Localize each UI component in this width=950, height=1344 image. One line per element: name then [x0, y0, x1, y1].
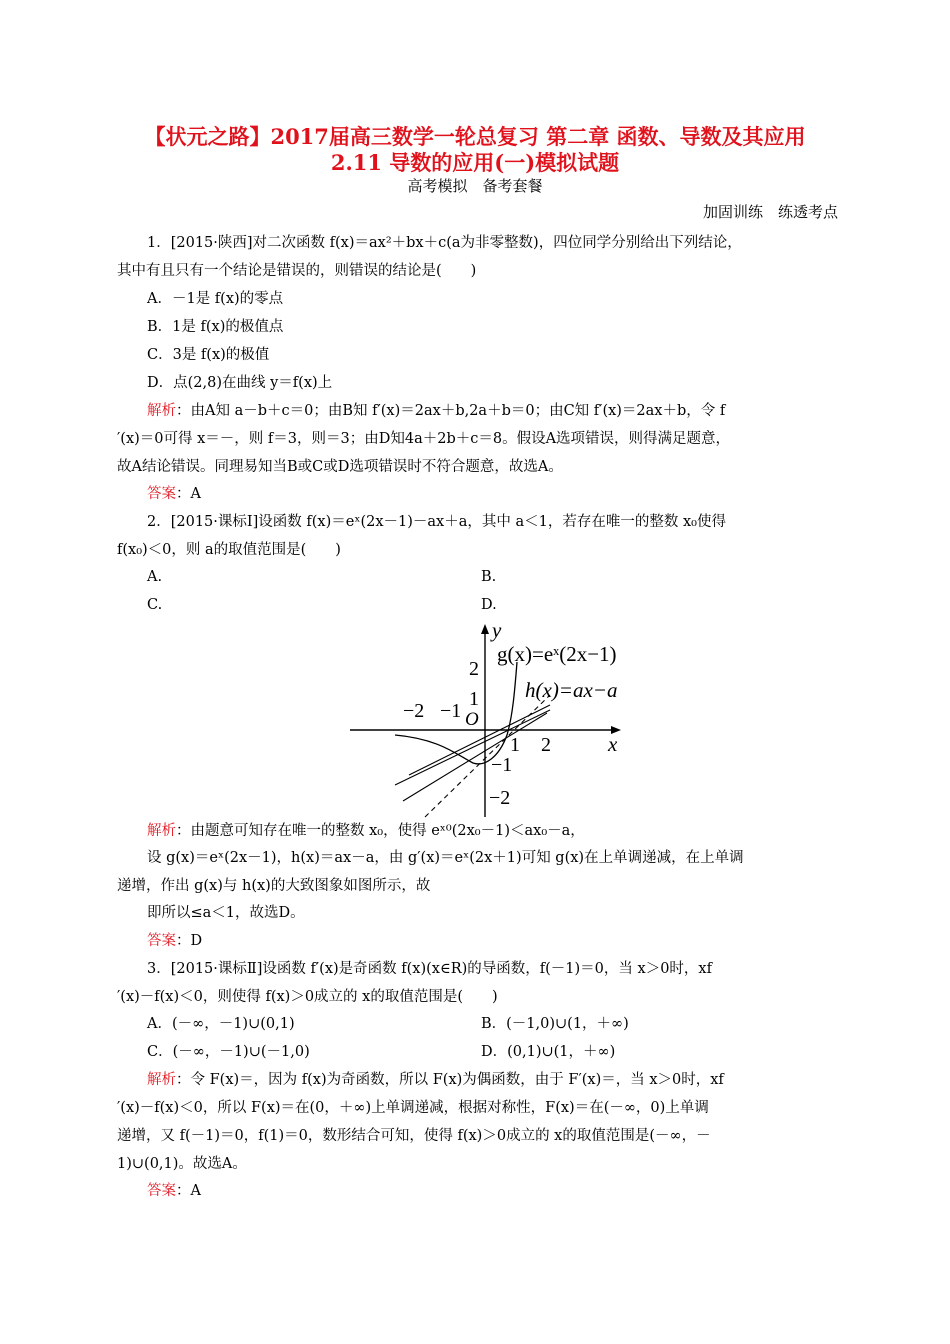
q2-option-c: C. — [147, 597, 163, 613]
solution-label: 解析 — [147, 823, 176, 839]
q1-stem-line2: 其中有且只有一个结论是错误的，则错误的结论是( ) — [117, 263, 477, 279]
q3-answer: 答案：A — [147, 1183, 201, 1199]
q3-stem-line2: ′(x)－f(x)＜0，则使得 f(x)＞0成立的 x的取值范围是( ) — [117, 989, 498, 1005]
x-axis-label: x — [608, 732, 618, 756]
answer-label: 答案 — [147, 486, 176, 502]
solution-label: 解析 — [147, 1072, 176, 1088]
tick-x-neg2: −2 — [403, 700, 425, 722]
q2-stem-line1: 2．[2015·课标Ⅰ]设函数 f(x)＝eˣ(2x－1)－ax＋a，其中 a＜1，若存在唯一的整数 x₀使得 — [147, 514, 726, 530]
g-label: g(x)=eˣ(2x−1) — [497, 642, 617, 666]
document-title-line1: 【状元之路】2017届高三数学一轮总复习 第二章 函数、导数及其应用 — [144, 124, 806, 149]
q3-solution-line2: ′(x)－f(x)＜0，所以 F(x)＝在(0，＋∞)上单调递减，根据对称性，F(x)＝在(－∞，0)上单调 — [117, 1100, 709, 1116]
q2-option-d: D. — [481, 597, 497, 613]
q2-solution-line3: 递增，作出 g(x)与 h(x)的大致图象如图所示，故 — [117, 878, 431, 894]
q3-solution-line3: 递增，又 f(－1)＝0，f(1)＝0，数形结合可知，使得 f(x)＞0成立的 x的取值范围是(－∞，－ — [117, 1128, 711, 1144]
section-label: 加固训练 练透考点 — [702, 203, 838, 221]
q2-solution-line1: 解析：由题意可知存在唯一的整数 x₀，使得 eˣ⁰(2x₀－1)＜ax₀－a， — [147, 823, 585, 839]
answer-label: 答案 — [147, 933, 176, 949]
tick-y-neg1: −1 — [491, 754, 513, 776]
q2-option-b: B. — [481, 569, 497, 585]
q3-solution-line1: 解析：令 F(x)＝，因为 f(x)为奇函数，所以 F(x)为偶函数，由于 F′(x)＝，当 x＞0时，xf — [147, 1072, 724, 1088]
q1-solution-line2: ′(x)＝0可得 x＝－，则 f＝3，则＝3；由D知4a＋2b＋c＝8。假设A选项错误，则得满足题意， — [117, 431, 731, 447]
document-title-line2: 2.11 导数的应用(一)模拟试题 — [330, 150, 620, 175]
q1-stem-line1: 1．[2015·陕西]对二次函数 f(x)＝ax²＋bx＋c(a为非零整数)，四位同学分别给出下列结论， — [147, 235, 742, 251]
y-axis-arrow — [481, 624, 489, 634]
document-subtitle: 高考模拟 备考套餐 — [407, 177, 543, 195]
q3-solution-line4: 1)∪(0,1)。故选A。 — [117, 1156, 247, 1172]
q1-option-b: B．1是 f(x)的极值点 — [147, 319, 284, 335]
q3-stem-line1: 3．[2015·课标Ⅱ]设函数 f′(x)是奇函数 f(x)(x∈R)的导函数，f(－1)＝0，当 x＞0时，xf — [147, 961, 712, 977]
y-axis-label: y — [492, 618, 502, 642]
q1-solution-line1: 解析：由A知 a－b＋c＝0；由B知 f′(x)＝2ax＋b,2a＋b＝0；由C知 f′(x)＝2ax＋b，令 f — [147, 403, 726, 419]
q3-option-a: A．(－∞，－1)∪(0,1) — [147, 1016, 295, 1032]
tick-y-1: 1 — [469, 688, 479, 710]
q2-answer: 答案：D — [147, 933, 203, 949]
tick-x-neg1: −1 — [440, 700, 462, 722]
q1-answer: 答案：A — [147, 486, 201, 502]
tick-x-2: 2 — [541, 734, 551, 756]
q2-solution-line4: 即所以≤a＜1，故选D。 — [147, 905, 305, 921]
q1-option-c: C．3是 f(x)的极值 — [147, 347, 270, 363]
q2-option-a: A. — [147, 569, 163, 585]
origin-label: O — [465, 709, 479, 730]
tick-x-1: 1 — [510, 734, 520, 756]
tick-y-neg2: −2 — [489, 787, 511, 809]
answer-label: 答案 — [147, 1183, 176, 1199]
q1-option-a: A．－1是 f(x)的零点 — [147, 291, 284, 307]
function-graph — [345, 617, 655, 822]
q3-option-d: D．(0,1)∪(1，＋∞) — [481, 1044, 616, 1060]
q3-option-b: B．(－1,0)∪(1，＋∞) — [481, 1016, 629, 1032]
q1-option-d: D．点(2,8)在曲线 y＝f(x)上 — [147, 375, 333, 391]
q2-solution-line2: 设 g(x)＝eˣ(2x－1)，h(x)＝ax－a，由 g′(x)＝eˣ(2x＋1)可知 g(x)在上单调递减，在上单调 — [147, 850, 744, 866]
h-label: h(x)=ax−a — [525, 678, 618, 702]
tick-y-2: 2 — [469, 658, 479, 680]
q1-solution-line3: 故A结论错误。同理易知当B或C或D选项错误时不符合题意，故选A。 — [117, 459, 563, 475]
q2-stem-line2: f(x₀)＜0，则 a的取值范围是( ) — [117, 542, 341, 558]
q3-option-c: C．(－∞，－1)∪(－1,0) — [147, 1044, 310, 1060]
solution-label: 解析 — [147, 403, 176, 419]
